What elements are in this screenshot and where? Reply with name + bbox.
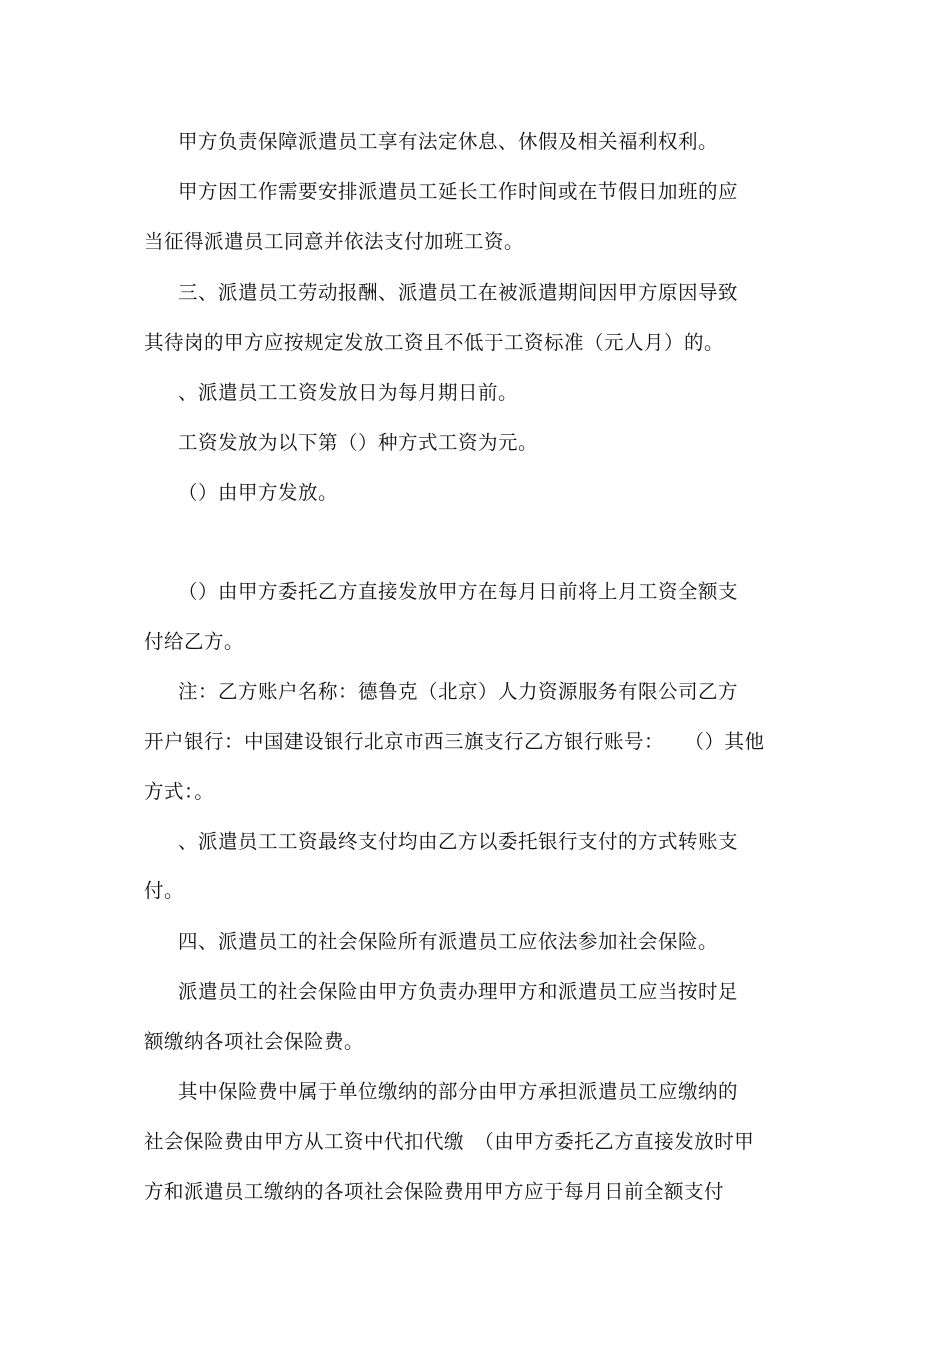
text-line: 开户银行：中国建设银行北京市西三旗支行乙方银行账号： （）其他 [144, 730, 765, 753]
text-line: 付。 [144, 879, 185, 902]
text-line: 方和派遣员工缴纳的各项社会保险费用甲方应于每月日前全额支付 [144, 1180, 725, 1203]
text-line: 社会保险费由甲方从工资中代扣代缴 （由甲方委托乙方直接发放时甲 [144, 1130, 755, 1153]
text-line: 、派遣员工工资发放日为每月期日前。 [178, 381, 519, 404]
text-line: 甲方负责保障派遣员工享有法定休息、休假及相关福利权利。 [178, 130, 719, 153]
text-line: 其中保险费中属于单位缴纳的部分由甲方承担派遣员工应缴纳的 [178, 1080, 739, 1103]
text-line: （）由甲方发放。 [178, 481, 339, 504]
text-line: 注：乙方账户名称：德鲁克（北京）人力资源服务有限公司乙方 [178, 680, 739, 703]
text-line: 派遣员工的社会保险由甲方负责办理甲方和派遣员工应当按时足 [178, 980, 739, 1003]
text-line: 额缴纳各项社会保险费。 [144, 1030, 365, 1053]
text-line: 付给乙方。 [144, 630, 245, 653]
text-line: 四、派遣员工的社会保险所有派遣员工应依法参加社会保险。 [178, 930, 719, 953]
text-line: 、派遣员工工资最终支付均由乙方以委托银行支付的方式转账支 [178, 830, 739, 853]
text-line: 当征得派遣员工同意并依法支付加班工资。 [144, 230, 525, 253]
text-line: 工资发放为以下第（）种方式工资为元。 [178, 431, 539, 454]
text-line: 方式：。 [144, 780, 215, 803]
text-line: 其待岗的甲方应按规定发放工资且不低于工资标准（元人月）的。 [144, 331, 725, 354]
text-line: 甲方因工作需要安排派遣员工延长工作时间或在节假日加班的应 [178, 180, 739, 203]
text-line: （）由甲方委托乙方直接发放甲方在每月日前将上月工资全额支 [178, 580, 739, 603]
text-line: 三、派遣员工劳动报酬、派遣员工在被派遣期间因甲方原因导致 [178, 281, 739, 304]
